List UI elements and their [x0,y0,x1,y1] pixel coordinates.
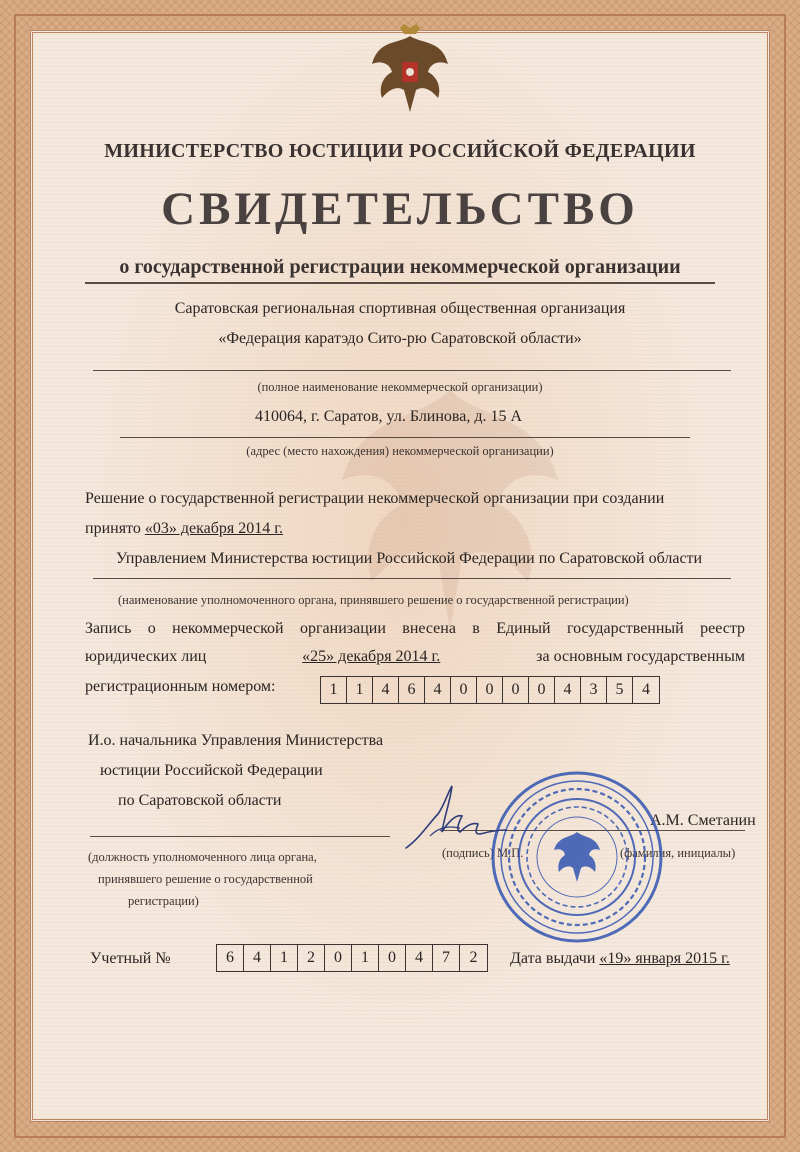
account-digit-cell: 4 [244,945,271,971]
decision-authority: Управлением Министерства юстиции Российской Федерации по Саратовской области [116,550,703,567]
ogrn-digit-cell: 0 [477,677,503,703]
registry-number-label: регистрационным номером: [85,678,276,695]
ogrn-digit-cell: 4 [373,677,399,703]
issue-date: «19» января 2015 г. [599,950,730,967]
decision-accepted-prefix: принято [85,520,141,537]
address-line [120,437,690,438]
signatory-name-caption: (фамилия, инициалы) [620,846,736,860]
authority-caption: (наименование уполномоченного органа, принявшего решение о государственной регистрации) [118,593,629,607]
ogrn-digit-cell: 6 [399,677,425,703]
ministry-name: МИНИСТЕРСТВО ЮСТИЦИИ РОССИЙСКОЙ ФЕДЕРАЦИИ [104,140,696,162]
ogrn-digit-cell: 5 [607,677,633,703]
ogrn-digit-cell: 1 [347,677,373,703]
signatory-position-line2: юстиции Российской Федерации [100,762,323,779]
decision-date: «03» декабря 2014 г. [144,520,283,537]
registry-date: «25» декабря 2014 г. [302,648,441,665]
official-seal-stamp [490,770,665,945]
signatory-position-line1: И.о. начальника Управления Министерства [88,732,384,749]
ogrn-digit-cell: 0 [529,677,555,703]
certificate-title: СВИДЕТЕЛЬСТВО [161,183,639,235]
account-digit-cell: 6 [217,945,244,971]
registry-line2-prefix: юридических лиц [85,648,207,665]
ogrn-digit-cell: 4 [425,677,451,703]
decision-accepted-row [85,520,283,538]
registry-line1: Запись о некоммерческой организации внесена в Единый государственный реестр [85,620,745,637]
signatory-name: А.М. Сметанин [650,812,756,829]
ogrn-digit-cell: 4 [555,677,581,703]
account-digit-cell: 1 [352,945,379,971]
account-number-label: Учетный № [90,950,171,967]
position-line [90,836,390,837]
ogrn-digit-cell: 0 [503,677,529,703]
organization-name-line1: Саратовская региональная спортивная общественная организация [174,300,626,317]
handwritten-signature [400,778,510,868]
organization-address: 410064, г. Саратов, ул. Блинова, д. 15 А [255,408,523,425]
signature-caption: (подпись) М.П. [442,846,524,860]
account-digit-cell: 2 [298,945,325,971]
signatory-position-line3: по Саратовской области [118,792,282,809]
account-digit-cell: 2 [469,949,478,966]
organization-name-caption: (полное наименование некоммерческой организации) [257,380,543,394]
registry-line2-suffix: за основным государственным [536,648,745,665]
ogrn-digit-cell: 1 [321,677,347,703]
account-digit-cell: 1 [271,945,298,971]
ogrn-digit-cell: 0 [451,677,477,703]
ogrn-digit-cell: 4 [642,681,650,698]
issue-date-row [510,950,730,968]
issue-date-label: Дата выдачи [510,950,596,967]
authority-line [93,578,731,579]
account-digit-cell: 0 [379,945,406,971]
registry-line2 [85,648,745,666]
ogrn-digit-cell: 3 [581,677,607,703]
background-emblem-watermark [330,360,570,660]
ogrn-number-cells [320,676,660,704]
account-digit-cell: 7 [433,945,460,971]
position-caption-line2: принявшего решение о государственной [98,872,313,886]
account-digit-cell: 4 [406,945,433,971]
position-caption-line3: регистрации) [128,894,199,908]
position-caption-line1: (должность уполномоченного лица органа, [88,850,317,864]
organization-name-line [93,370,731,371]
organization-name-line2: «Федерация каратэдо Сито-рю Саратовской области» [218,330,582,347]
account-number-cells [216,944,488,972]
certificate-subtitle: о государственной регистрации некоммерческой организации [119,256,681,278]
address-caption: (адрес (место нахождения) некоммерческой организации) [246,444,554,458]
decision-text: Решение о государственной регистрации некоммерческой организации при создании [85,490,665,507]
coat-of-arms-emblem [370,22,450,114]
account-digit-cell: 0 [325,945,352,971]
subtitle-underline [85,282,715,284]
